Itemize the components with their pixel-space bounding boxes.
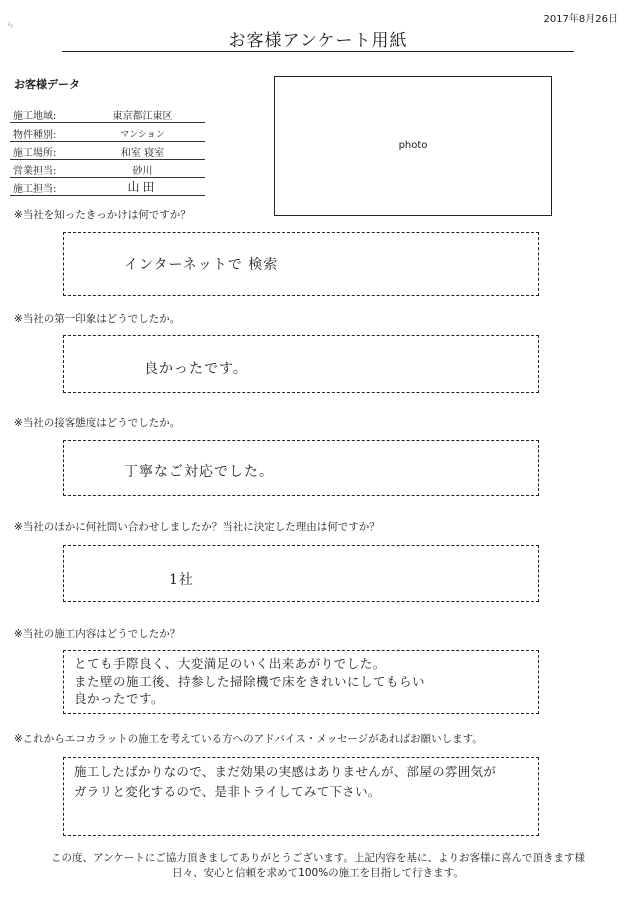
customer-row-property-type [10, 124, 205, 142]
customer-row-installer [10, 178, 205, 196]
answer-5-line-2: また壁の施工後、持参した掃除機で床をきれいにしてもらい [74, 674, 426, 689]
row-value: マンション [120, 130, 165, 140]
answer-box-2 [63, 335, 539, 393]
question-6: ※これからエコカラットの施工を考えている方へのアドバイス・メッセージがあればお願いします。 [14, 733, 483, 745]
photo-label: photo [398, 140, 428, 151]
question-1: ※当社を知ったきっかけは何ですか？ [14, 209, 191, 221]
answer-5-line-3: 良かったです。 [74, 691, 165, 706]
row-label: 施工担当: [13, 184, 57, 195]
question-3: ※当社の接客態度はどうでしたか。 [14, 417, 181, 429]
answer-1-line-1: インターネットで 検索 [124, 257, 279, 273]
row-value-handwritten: 山田 [127, 180, 158, 194]
row-label: 施工場所: [13, 148, 57, 159]
answer-box-1 [63, 232, 539, 296]
answer-box-3 [63, 440, 539, 496]
corner-mark: ㄣ [6, 21, 16, 31]
row-value: 和室 寝室 [120, 148, 165, 159]
photo-box [274, 76, 552, 216]
row-label: 物件種別: [13, 130, 57, 141]
answer-3-line-1: 丁寧なご対応でした。 [124, 464, 274, 480]
answer-2-line-1: 良かったです。 [144, 361, 248, 377]
row-label: 営業担当: [13, 166, 57, 177]
answer-6-line-1: 施工したばかりなので、まだ効果の実感はありませんが、部屋の雰囲気が [74, 764, 497, 779]
answer-box-6 [63, 757, 539, 836]
footer-line-1: この度、アンケートにご協力頂きましてありがとうございます。上記内容を基に、よりお客様に喜んで頂きます様 [50, 852, 586, 864]
footer-line-2: 日々、安心と信頼を求めて100%の施工を目指して行きます。 [172, 867, 464, 879]
question-2: ※当社の第一印象はどうでしたか。 [14, 313, 181, 325]
answer-box-5 [63, 650, 539, 714]
answer-5-line-1: とても手際良く、大変満足のいく出来あがりでした。 [74, 656, 386, 671]
title-underline [62, 51, 574, 52]
row-value: 東京都江東区 [112, 111, 173, 122]
row-label: 施工地域: [13, 111, 57, 122]
customer-row-location [10, 142, 205, 160]
customer-data-heading: お客様データ [14, 78, 80, 91]
customer-row-sales-rep [10, 160, 205, 178]
page-title: お客様アンケート用紙 [228, 31, 408, 51]
row-value: 砂川 [132, 166, 153, 177]
question-5: ※当社の施工内容はどうでしたか？ [14, 628, 181, 640]
answer-box-4 [63, 545, 539, 602]
answer-4-line-1: 1社 [169, 572, 194, 588]
answer-6-line-2: ガラリと変化するので、是非トライしてみて下さい。 [74, 784, 381, 799]
survey-date: 2017年8月26日 [543, 14, 618, 25]
customer-row-area [10, 105, 205, 123]
question-4: ※当社のほかに何社問い合わせしましたか？当社に決定した理由は何ですか？ [14, 521, 380, 533]
